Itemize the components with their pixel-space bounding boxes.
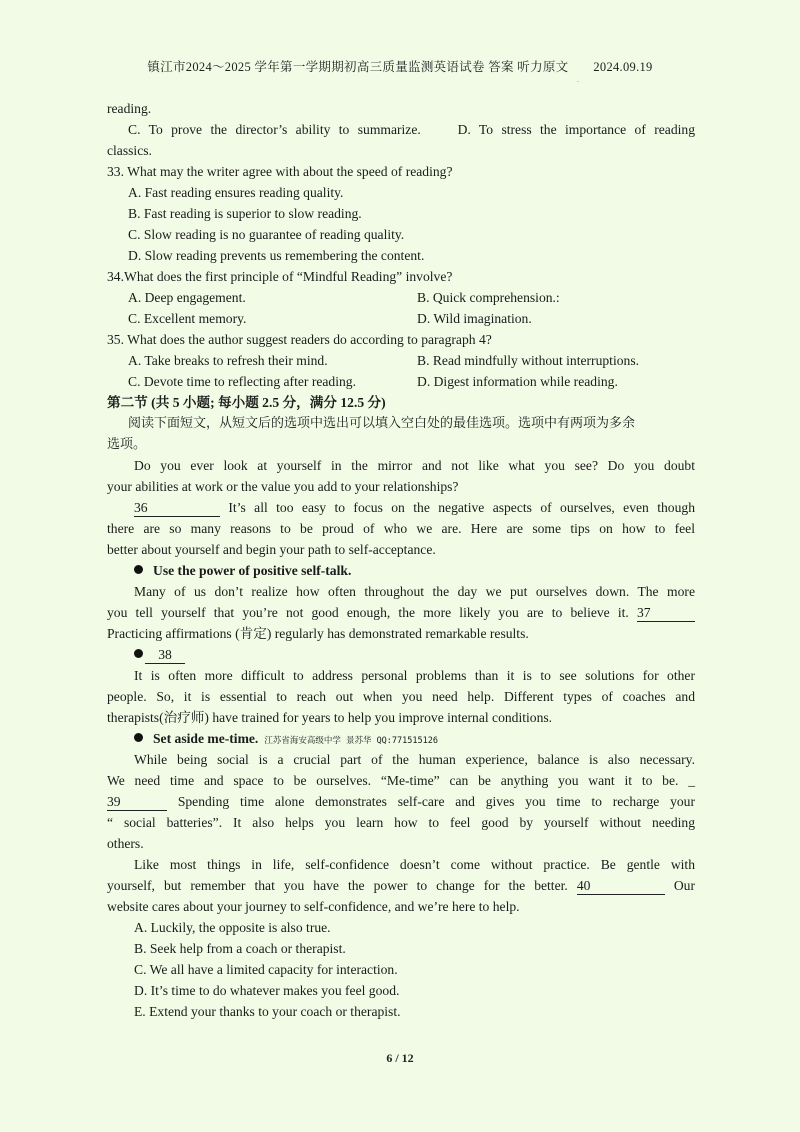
- passage-p2-line1: [107, 497, 695, 518]
- q34-option-d: D. Wild imagination.: [417, 311, 532, 326]
- q32-option-d: D. To stress the importance of reading: [457, 122, 696, 137]
- passage-p4-line1: It is often more difficult to address personal problems than it is to see solutions for other: [134, 668, 695, 683]
- choice-b: B. Seek help from a coach or therapist.: [134, 941, 346, 956]
- passage-p6-text2a: yourself, but remember that you have the power to change for the better.: [107, 878, 568, 893]
- q35-option-b: B. Read mindfully without interruptions.: [417, 353, 640, 368]
- passage-p2-line3: better about yourself and begin your path to self-acceptance.: [107, 542, 436, 557]
- passage-p5-text3: Spending time alone demonstrates self-care and gives you time to recharge your: [177, 794, 695, 809]
- q34-stem: 34.What does the first principle of “Mindful Reading” involve?: [107, 269, 453, 284]
- q32-option-c: C. To prove the director’s ability to summarize.: [128, 122, 421, 137]
- tip-heading-1: [107, 560, 695, 581]
- passage-p6-line1: Like most things in life, self-confidence doesn’t come without practice. Be gentle with: [134, 857, 695, 872]
- q34-option-c: C. Excellent memory.: [128, 311, 247, 326]
- q35-option-a: A. Take breaks to refresh their mind.: [128, 353, 328, 368]
- blank-36: 36: [134, 500, 220, 517]
- bullet-icon: [134, 733, 143, 742]
- q33-option-c: C. Slow reading is no guarantee of reading quality.: [128, 227, 405, 242]
- passage-p5-line3: [107, 791, 695, 812]
- blank-38: 38: [145, 647, 185, 664]
- passage-p4-line2: people. So, it is essential to reach out when you need help. Different types of coaches and: [107, 689, 695, 704]
- passage-p5-line2: We need time and space to be ourselves. “Me-time” can be anything you want it to be. _: [107, 773, 695, 788]
- tip-heading-3-text: Set aside me-time.: [153, 731, 259, 746]
- passage-p6-line3: website cares about your journey to self-confidence, and we’re here to help.: [107, 899, 520, 914]
- blank-40: 40: [577, 878, 665, 895]
- q33-option-b: B. Fast reading is superior to slow reading.: [128, 206, 362, 221]
- passage-p2-line2: there are so many reasons to be proud of who we are. Here are some tips on how to feel: [107, 521, 695, 536]
- section2-instructions-2: 选项。: [107, 437, 147, 452]
- q32-options-cd: [107, 119, 695, 140]
- q35-stem: 35. What does the author suggest readers do according to paragraph 4?: [107, 332, 492, 347]
- tip-heading-2: [107, 644, 695, 665]
- passage-p4-line3: therapists(治疗师) have trained for years to help you improve internal conditions.: [107, 710, 553, 725]
- passage-p3-text2: you tell yourself that you’re not good enough, the more likely you are to believe it.: [107, 605, 629, 620]
- passage-p3-line1: Many of us don’t realize how often throughout the day we put ourselves down. The more: [134, 584, 695, 599]
- passage-p5-line4: “ social batteries”. It also helps you learn how to feel good by yourself without needing: [107, 815, 695, 830]
- page-number: 6 / 12: [386, 1051, 414, 1065]
- choice-d: D. It’s time to do whatever makes you feel good.: [134, 983, 400, 998]
- blank-39: 39: [107, 794, 167, 811]
- q33-option-d: D. Slow reading prevents us remembering the content.: [128, 248, 425, 263]
- passage-p5-line1: While being social is a crucial part of the human experience, balance is also necessary.: [134, 752, 695, 767]
- q34-option-a: A. Deep engagement.: [128, 290, 246, 305]
- passage-p2-text1: It’s all too easy to focus on the negative aspects of ourselves, even though: [228, 500, 695, 515]
- passage-p6-text2b: Our: [673, 878, 696, 893]
- blank-37: 37: [637, 605, 695, 622]
- q33-option-a: A. Fast reading ensures reading quality.: [128, 185, 344, 200]
- tip-heading-3: [107, 728, 695, 749]
- bullet-icon: [134, 565, 143, 574]
- tip-heading-1-text: Use the power of positive self-talk.: [153, 563, 352, 578]
- choice-a: A. Luckily, the opposite is also true.: [134, 920, 331, 935]
- q34-options-ab: [107, 287, 695, 308]
- watermark-stamp: 江苏省海安高级中学 景苏华 QQ:771515126: [264, 736, 438, 746]
- q34-options-cd: [107, 308, 695, 329]
- passage-p1-line2: your abilities at work or the value you add to your relationships?: [107, 479, 459, 494]
- header-date: 2024.09.19: [593, 60, 653, 74]
- passage-p6-line2: [107, 875, 695, 896]
- page-content: [107, 98, 695, 1022]
- page-header: 镇江市2024～2025 学年第一学期期初高三质量监测英语试卷 答案 听力原文 2024.09.19 .: [147, 60, 653, 84]
- q35-options-cd: [107, 371, 695, 392]
- passage-p3-line3: Practicing affirmations (肯定) regularly has demonstrated remarkable results.: [107, 626, 529, 641]
- choice-e: E. Extend your thanks to your coach or therapist.: [134, 1004, 401, 1019]
- section2-title: 第二节 (共 5 小题; 每小题 2.5 分，满分 12.5 分): [107, 395, 386, 410]
- choice-c: C. We all have a limited capacity for interaction.: [134, 962, 398, 977]
- q35-option-d: D. Digest information while reading.: [417, 374, 618, 389]
- header-title: 镇江市2024～2025 学年第一学期期初高三质量监测英语试卷 答案 听力原文: [147, 60, 569, 74]
- bullet-icon: [134, 649, 143, 658]
- q32-option-d-cont: classics.: [107, 143, 152, 158]
- passage-p1-line1: Do you ever look at yourself in the mirror and not like what you see? Do you doubt: [134, 458, 695, 473]
- section2-instructions-1: 阅读下面短文，从短文后的选项中选出可以填入空白处的最佳选项。选项中有两项为多余: [128, 416, 636, 431]
- q34-option-b: B. Quick comprehension.:: [417, 290, 560, 305]
- q33-stem: 33. What may the writer agree with about the speed of reading?: [107, 164, 453, 179]
- passage-p3-line2: [107, 602, 695, 623]
- passage-p5-line5: others.: [107, 836, 144, 851]
- q35-option-c: C. Devote time to reflecting after reading.: [128, 374, 356, 389]
- q35-options-ab: [107, 350, 695, 371]
- q32-carry-line: reading.: [107, 101, 152, 116]
